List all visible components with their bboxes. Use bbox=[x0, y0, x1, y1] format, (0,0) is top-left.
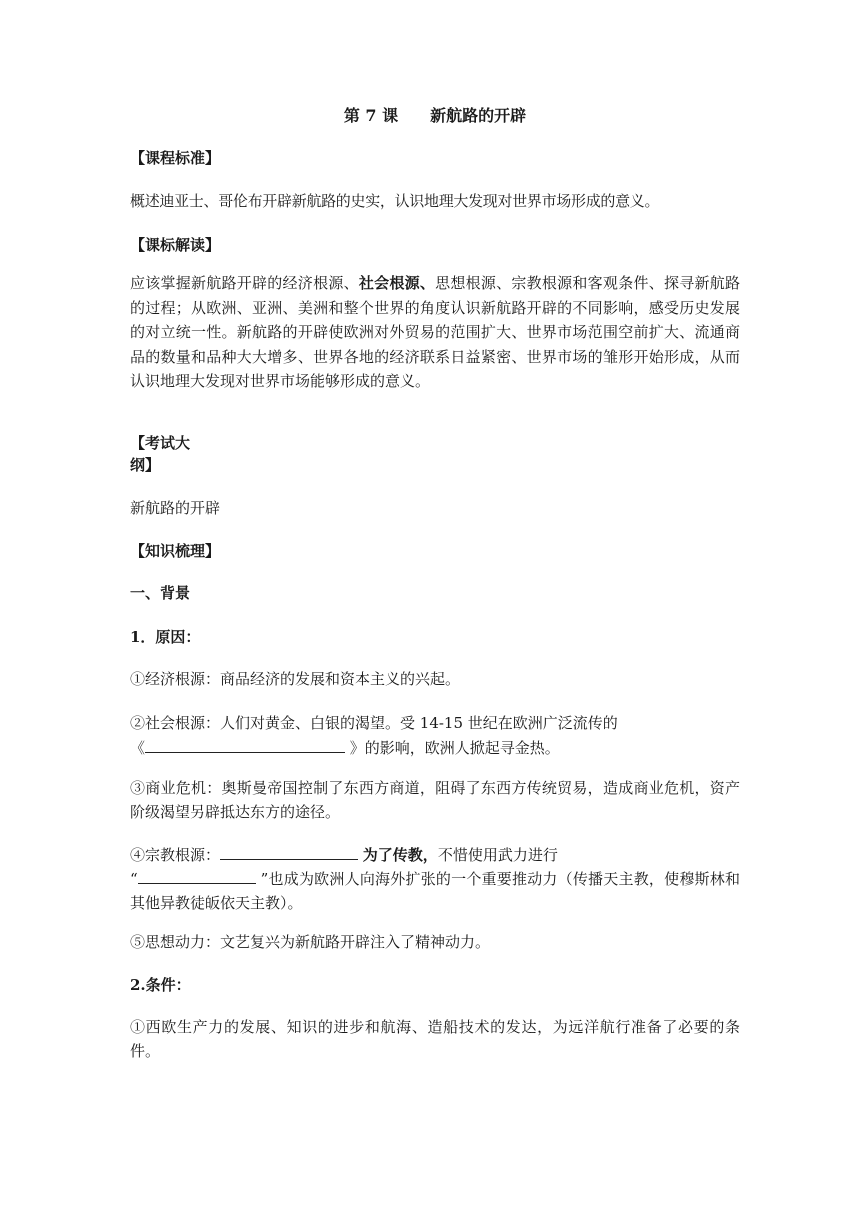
cause-religious-line1 bbox=[130, 842, 558, 867]
cause-social-line1: ②社会根源：人们对黄金、白银的渴望。受 14-15 世纪在欧洲广泛流传的 bbox=[130, 714, 618, 732]
standard-interpretation-text bbox=[130, 271, 740, 394]
cause-ideological: ⑤思想动力：文艺复兴为新航路开辟注入了精神动力。 bbox=[130, 933, 491, 951]
exam-outline-text: 新航路的开辟 bbox=[130, 499, 221, 517]
cause-commercial-crisis: ③商业危机：奥斯曼帝国控制了东西方商道，阻碍了东西方传统贸易，造成商业危机，资产阶级渴望另辟抵达东方的途径。 bbox=[130, 779, 740, 821]
curriculum-standard-text: 概述迪亚士、哥伦布开辟新航路的史实，认识地理大发现对世界市场形成的意义。 bbox=[130, 192, 660, 210]
cause-religious-line2 bbox=[130, 866, 740, 915]
section-heading-exam-outline-line2: 纲】 bbox=[130, 456, 161, 474]
part-heading-background: 一、背景 bbox=[130, 584, 191, 602]
cause-religious-label: ④宗教根源： bbox=[130, 846, 221, 864]
section-heading-knowledge-review: 【知识梳理】 bbox=[130, 542, 221, 560]
cause-social-line2-text: 》的影响，欧洲人掀起寻金热。 bbox=[345, 739, 560, 757]
page-title: 第 7 课 新航路的开辟 bbox=[343, 106, 527, 125]
subheading-conditions: 2.条件： bbox=[130, 976, 191, 994]
interpretation-text-bold: 社会根源、 bbox=[358, 274, 436, 292]
section-heading-standard-interpretation: 【课标解读】 bbox=[130, 236, 221, 254]
cause-religious-bold: 为了传教， bbox=[362, 846, 438, 864]
fill-in-blank-book-title[interactable] bbox=[145, 735, 345, 753]
book-title-open-bracket: 《 bbox=[130, 739, 146, 757]
cause-economic: ①经济根源：商品经济的发展和资本主义的兴起。 bbox=[130, 670, 461, 688]
interpretation-text-part1: 应该掌握新航路开辟的经济根源、 bbox=[130, 274, 359, 292]
cause-social-line2 bbox=[130, 735, 560, 760]
cause-religious-text: 不惜使用武力进行 bbox=[437, 846, 558, 864]
section-heading-exam-outline-line1: 【考试大 bbox=[130, 434, 191, 452]
subheading-causes: 1．原因： bbox=[130, 628, 201, 646]
fill-in-blank-religious[interactable] bbox=[220, 842, 358, 860]
fill-in-blank-quote[interactable] bbox=[138, 866, 256, 884]
open-quote: “ bbox=[130, 870, 138, 888]
interpretation-text-part2: 思想根源、宗教根源和客观条件、探寻新航路的过程；从欧洲、亚洲、美洲和整个世界的角度认识新航路开辟的不同影响，感受历史发展的对立统一性。新航路的开辟使欧洲对外贸易的范围扩大、世界市场范围空前扩大、流通商品的数量和品种大大增多、世界各地的经济联系日益紧密、世界市场的雏形开始形成，从而认识地理大发现对世界市场能够形成的意义。 bbox=[130, 274, 740, 390]
section-heading-curriculum-standard: 【课程标准】 bbox=[130, 149, 221, 167]
condition-1: ①西欧生产力的发展、知识的进步和航海、造船技术的发达，为远洋航行准备了必要的条件。 bbox=[130, 1018, 740, 1060]
cause-religious-continuation: ”也成为欧洲人向海外扩张的一个重要推动力（传播天主教，使穆斯林和其他异教徒皈依天主教）。 bbox=[130, 870, 740, 912]
